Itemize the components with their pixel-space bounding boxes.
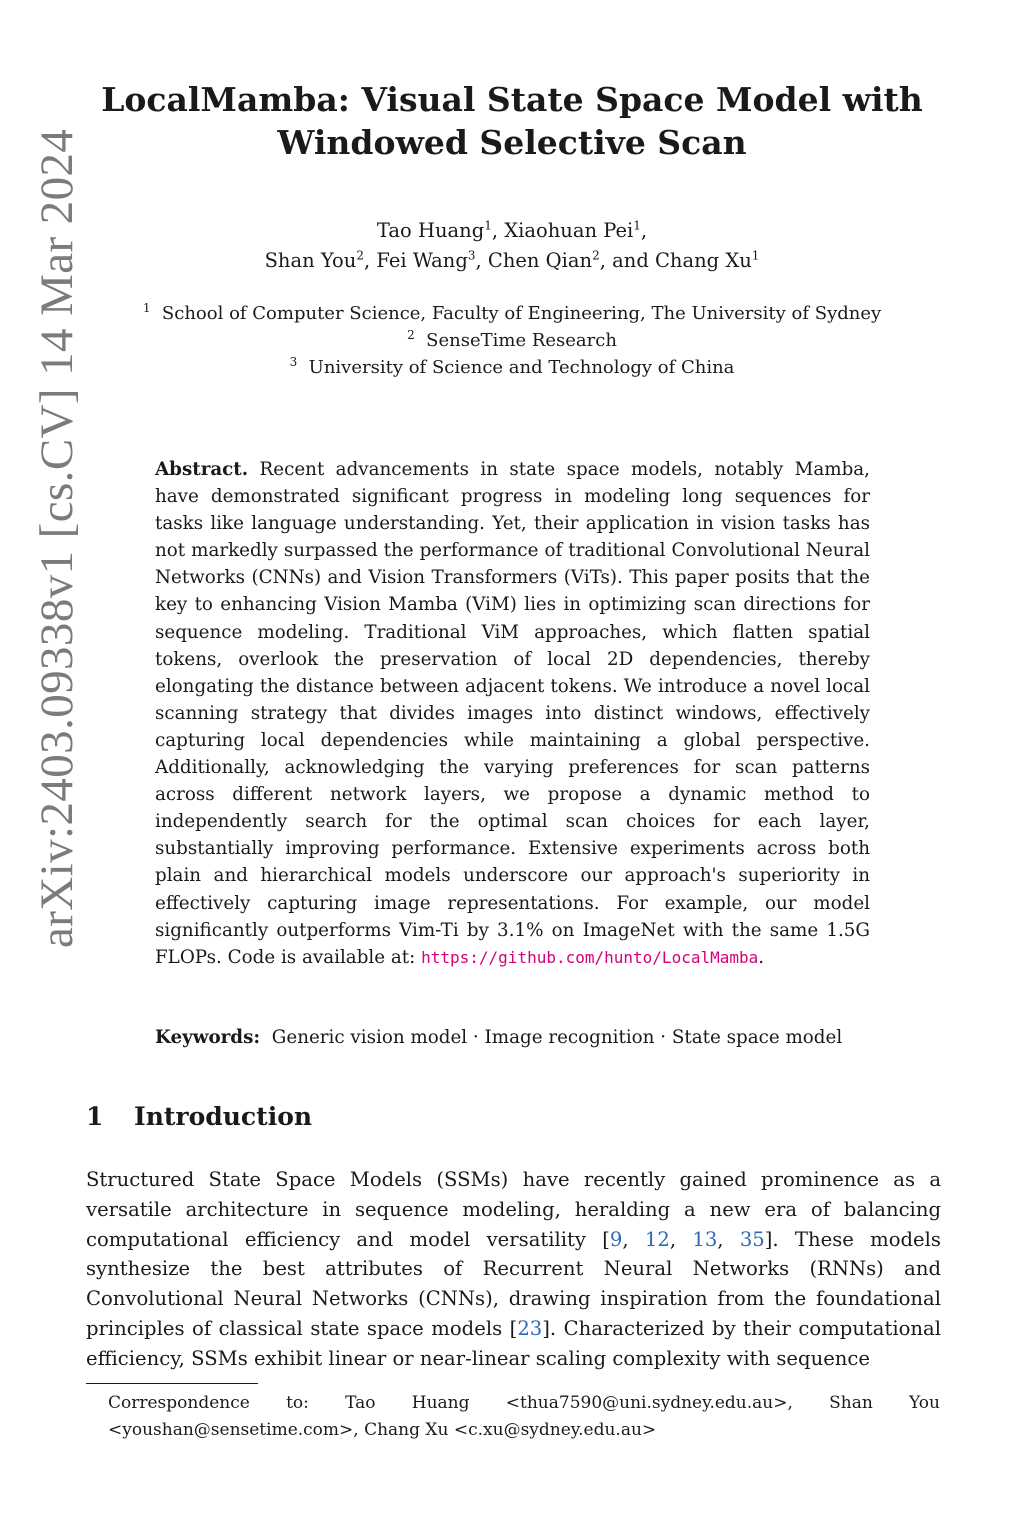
citation-link[interactable]: 35 — [739, 1227, 765, 1251]
code-link[interactable]: https://github.com/hunto/LocalMamba — [421, 947, 759, 967]
abstract-text: Recent advancements in state space models, notably Mamba, have demonstrated significant progress in modeling long sequences for tasks like language understanding. Yet, their application in vision tasks has not markedly surpassed the performance of traditional Convolutional Neural Networks (CNNs) and Vision Transformers (ViTs). This paper posits that the key to enhancing Vision Mamba (ViM) lies in optimizing scan directions for sequence modeling. Traditional ViM approaches, which flatten spatial tokens, overlook the preservation of local 2D dependencies, thereby elongating the distance between adjacent tokens. We introduce a novel local scanning strategy that divides images into distinct windows, effectively capturing local dependencies while maintaining a global perspective. Additionally, acknowledging the varying preferences for scan patterns across different network layers, we propose a dynamic method to independently search for the optimal scan choices for each layer, substantially improving performance. Extensive experiments across both plain and hierarchical models underscore our approach's superiority in effectively capturing image representations. For example, our model significantly outperforms Vim-Ti by 3.1% on ImageNet with the same 1.5G FLOPs. Code is available at: — [155, 459, 870, 968]
author-affil-mark: 1 — [751, 248, 760, 263]
author-name: Xiaohuan Pei — [504, 219, 634, 242]
paper-title — [100, 78, 924, 164]
author-line-2: Shan You$^2$, Fei Wang$^3$, Chen Qian$^2$, and Chang Xu$^1$ — [264, 248, 760, 272]
author-affil-mark: 1 — [484, 218, 492, 233]
intro-text: Structured State Space Models (SSMs) have recently gained prominence as a versatile architecture in sequence modeling, heralding a new era of balancing computational efficiency and model versatility [ — [86, 1168, 941, 1251]
affiliation-text: University of Science and Technology of China — [308, 357, 735, 378]
citation-separator: , — [717, 1227, 740, 1251]
author-affil-mark: 1 — [633, 218, 641, 233]
affiliation-3 — [100, 354, 924, 381]
citation-link[interactable]: 9 — [609, 1227, 623, 1251]
arxiv-stamp: arXiv:2403.09338v1 [cs.CV] 14 Mar 2024 — [31, 128, 83, 948]
affiliation-1 — [100, 300, 924, 327]
author-name: Chen Qian — [487, 249, 593, 272]
keywords-label: Keywords: — [155, 1027, 261, 1048]
title-line-2: Windowed Selective Scan — [277, 123, 747, 162]
citation-link[interactable]: 12 — [644, 1227, 670, 1251]
citation-separator: , — [669, 1227, 693, 1251]
intro-text: ]. Characterized by their computational efficiency, SSMs exhibit linear or near-linear scaling complexity with sequence — [86, 1316, 941, 1370]
author-name: Tao Huang — [376, 219, 485, 242]
section-title: Introduction — [134, 1102, 313, 1131]
title-line-1: LocalMamba: Visual State Space Model with — [101, 80, 923, 119]
section-number: 1 — [86, 1102, 104, 1131]
author-affil-mark: 2 — [592, 248, 600, 263]
affiliations — [100, 300, 924, 381]
author-affil-mark: 2 — [356, 248, 364, 263]
affiliation-number: 1 — [142, 301, 151, 315]
affiliation-number: 2 — [407, 328, 415, 342]
author-affil-mark: 3 — [467, 248, 476, 263]
author-name: and Chang Xu — [612, 249, 752, 272]
citation-link[interactable]: 13 — [692, 1227, 718, 1251]
affiliation-number: 3 — [289, 355, 298, 369]
intro-paragraph — [86, 1165, 941, 1374]
correspondence-footnote: Correspondence to: Tao Huang <thua7590@uni.sydney.edu.au>, Shan You <youshan@sensetime.com>, Chang Xu <c.xu@sydney.edu.au> — [108, 1393, 940, 1440]
author-name: Shan You — [264, 249, 357, 272]
intro-text: ]. These models synthesize the best attributes of Recurrent Neural Networks (RNNs) and Convolutional Neural Networks (CNNs), drawing inspiration from the foundational principles of classical state space models [ — [86, 1227, 941, 1340]
author-list — [100, 216, 924, 276]
section-heading — [86, 1100, 312, 1134]
footnote-rule — [86, 1383, 258, 1384]
citation-link[interactable]: 23 — [517, 1316, 543, 1340]
abstract — [155, 456, 870, 971]
affiliation-2 — [100, 327, 924, 354]
keywords — [155, 1024, 895, 1051]
author-name: Fei Wang — [376, 249, 468, 272]
author-line-1: Tao Huang$^1$, Xiaohuan Pei$^1$, — [376, 218, 648, 242]
keywords-text: Generic vision model · Image recognition · State space model — [271, 1027, 843, 1048]
citation-separator: , — [622, 1227, 645, 1251]
affiliation-text: SenseTime Research — [426, 330, 617, 351]
abstract-label: Abstract. — [155, 459, 249, 480]
abstract-end: . — [758, 946, 765, 968]
affiliation-text: School of Computer Science, Faculty of Engineering, The University of Sydney — [161, 303, 882, 324]
